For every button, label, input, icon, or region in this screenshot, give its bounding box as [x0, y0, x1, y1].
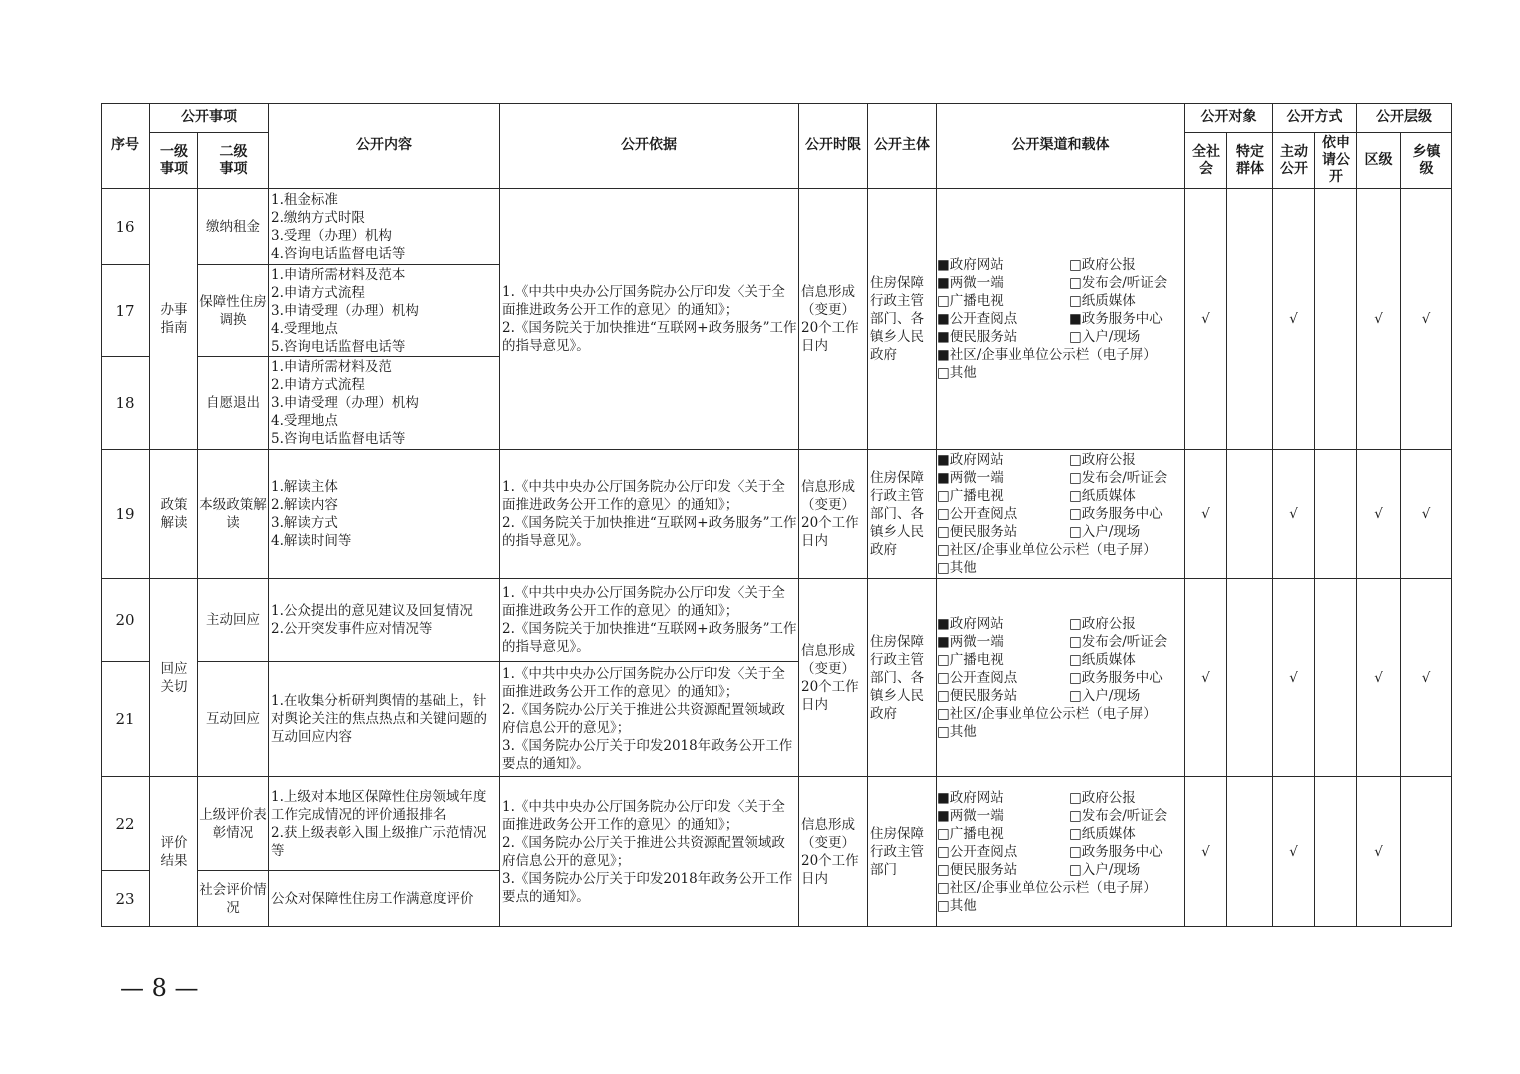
method-active-check: √: [1273, 450, 1315, 579]
level1-group: 评价 结果: [150, 777, 198, 927]
page-number: — 8 —: [120, 974, 199, 1002]
channel-option: ■两微一端: [937, 275, 1004, 291]
method-apply-cell: [1315, 189, 1357, 450]
level-district-check: √: [1357, 450, 1401, 579]
channel-option: □政府公报: [1069, 615, 1136, 632]
channel-option: □发布会/听证会: [1069, 633, 1168, 650]
subject-cell: 住房保障行政主管部门、各镇乡人民政府: [868, 189, 937, 450]
time-cell: 信息形成（变更）20个工作日内: [799, 189, 868, 450]
header-method-group: 公开方式: [1273, 103, 1357, 133]
channel-option: □其他: [937, 560, 977, 576]
level1-group: 政策 解读: [150, 450, 198, 579]
level-district-check: √: [1357, 777, 1401, 927]
time-cell: 信息形成（变更）20个工作日内: [799, 777, 868, 927]
channel-checklist: [937, 615, 1167, 741]
content-cell: 1.解读主体 2.解读内容 3.解读方式 4.解读时间等: [269, 450, 500, 579]
target-all-check: √: [1185, 777, 1227, 927]
header-level1: 一级 事项: [150, 133, 198, 189]
channel-option: □发布会/听证会: [1069, 470, 1168, 486]
basis-cell: 1.《中共中央办公厅国务院办公厅印发〈关于全面推进政务公开工作的意见〉的通知》； 2.《国务院关于加快推进“互联网+政务服务”工作的指导意见》。: [500, 579, 799, 662]
channel-option: □社区/企事业单位公示栏（电子屏）: [937, 542, 1157, 558]
level-town-cell: [1401, 777, 1452, 927]
subject-cell: 住房保障行政主管部门: [868, 777, 937, 927]
header-target-specific: 特定 群体: [1227, 133, 1273, 189]
channel-option: □政务服务中心: [1069, 843, 1163, 860]
target-all-check: √: [1185, 579, 1227, 777]
channel-option: □广播电视: [937, 488, 1004, 504]
channel-option: ■政府网站: [937, 452, 1004, 468]
channel-option: □公开查阅点: [937, 843, 1018, 860]
method-active-check: √: [1273, 189, 1315, 450]
header-items-group: 公开事项: [150, 103, 269, 133]
channel-option: □公开查阅点: [937, 669, 1018, 686]
row-number: 19: [101, 450, 150, 579]
channel-option: □政府公报: [1069, 257, 1136, 273]
header-target-all: 全社 会: [1185, 133, 1227, 189]
time-cell: 信息形成（变更）20个工作日内: [799, 450, 868, 579]
level-district-check: √: [1357, 579, 1401, 777]
row-number: 23: [101, 871, 150, 927]
content-cell: 1.申请所需材料及范本 2.申请方式流程 3.申请受理（办理）机构 4.受理地点 5.咨询电话监督电话等: [269, 265, 500, 357]
channel-option: □政府公报: [1069, 452, 1136, 468]
header-basis: 公开依据: [500, 103, 799, 189]
content-cell: 1.在收集分析研判舆情的基础上，针对舆论关注的焦点热点和关键问题的互动回应内容: [269, 662, 500, 777]
header-method-apply: 依申 请公 开: [1315, 133, 1357, 189]
row-number: 17: [101, 265, 150, 357]
content-cell: 1.申请所需材料及范 2.申请方式流程 3.申请受理（办理）机构 4.受理地点 5.咨询电话监督电话等: [269, 357, 500, 450]
channel-option: □便民服务站: [937, 524, 1018, 540]
content-cell: 1.租金标准 2.缴纳方式时限 3.受理（办理）机构 4.咨询电话监督电话等: [269, 189, 500, 265]
channel-option: ■公开查阅点: [937, 311, 1018, 327]
channel-option: ■便民服务站: [937, 329, 1018, 345]
channel-option: □纸质媒体: [1069, 825, 1136, 842]
channel-option: □入户/现场: [1069, 524, 1141, 540]
channel-option: □公开查阅点: [937, 506, 1018, 522]
channel-option: □入户/现场: [1069, 861, 1141, 878]
channel-option: □纸质媒体: [1069, 488, 1136, 504]
content-cell: 1.上级对本地区保障性住房领域年度工作完成情况的评价通报排名 2.获上级表彰入围上级推广示范情况等: [269, 777, 500, 871]
content-cell: 1.公众提出的意见建议及回复情况 2.公开突发事件应对情况等: [269, 579, 500, 662]
target-specific-cell: [1227, 450, 1273, 579]
channel-option: □政务服务中心: [1069, 669, 1163, 686]
header-target-group: 公开对象: [1185, 103, 1273, 133]
channel-option: □纸质媒体: [1069, 651, 1136, 668]
level2-item: 主动回应: [198, 579, 269, 662]
disclosure-table: [101, 103, 1452, 927]
channel-option: □其他: [937, 365, 977, 381]
method-apply-cell: [1315, 579, 1357, 777]
channel-option: □纸质媒体: [1069, 293, 1136, 309]
header-channel: 公开渠道和载体: [937, 103, 1185, 189]
channel-checklist: [937, 789, 1167, 915]
channel-cell: [937, 450, 1185, 579]
basis-cell: 1.《中共中央办公厅国务院办公厅印发〈关于全面推进政务公开工作的意见〉的通知》； 2.《国务院办公厅关于推进公共资源配置领域政府信息公开的意见》； 3.《国务院办公厅关于印发2018年政务公开工作要点的通知》。: [500, 662, 799, 777]
channel-cell: [937, 579, 1185, 777]
channel-option: ■社区/企事业单位公示栏（电子屏）: [937, 347, 1157, 363]
level-district-check: √: [1357, 189, 1401, 450]
level-town-check: √: [1401, 450, 1452, 579]
header-level-district: 区级: [1357, 133, 1401, 189]
channel-option: □社区/企事业单位公示栏（电子屏）: [937, 705, 1157, 722]
row-number: 18: [101, 357, 150, 450]
level2-item: 上级评价表彰情况: [198, 777, 269, 871]
header-seq: 序号: [101, 103, 150, 189]
method-apply-cell: [1315, 777, 1357, 927]
channel-option: ■两微一端: [937, 470, 1004, 486]
basis-cell: 1.《中共中央办公厅国务院办公厅印发〈关于全面推进政务公开工作的意见〉的通知》； 2.《国务院办公厅关于推进公共资源配置领域政府信息公开的意见》； 3.《国务院办公厅关于印发2018年政务公开工作要点的通知》。: [500, 777, 799, 927]
channel-option: □政府公报: [1069, 789, 1136, 806]
channel-option: □其他: [937, 897, 977, 914]
channel-option: □广播电视: [937, 293, 1004, 309]
level1-group: 办事 指南: [150, 189, 198, 450]
header-method-active: 主动 公开: [1273, 133, 1315, 189]
method-active-check: √: [1273, 777, 1315, 927]
level2-item: 自愿退出: [198, 357, 269, 450]
target-all-check: √: [1185, 189, 1227, 450]
header-level-group: 公开层级: [1357, 103, 1452, 133]
header-level2: 二级 事项: [198, 133, 269, 189]
level-town-check: √: [1401, 189, 1452, 450]
target-specific-cell: [1227, 189, 1273, 450]
time-cell: 信息形成（变更）20个工作日内: [799, 579, 868, 777]
content-cell: 公众对保障性住房工作满意度评价: [269, 871, 500, 927]
channel-checklist: [937, 451, 1167, 577]
method-active-check: √: [1273, 579, 1315, 777]
channel-option: □便民服务站: [937, 861, 1018, 878]
level2-item: 本级政策解读: [198, 450, 269, 579]
subject-cell: 住房保障行政主管部门、各镇乡人民政府: [868, 450, 937, 579]
header-level-town: 乡镇 级: [1401, 133, 1452, 189]
channel-option: ■两微一端: [937, 633, 1004, 650]
channel-option: ■两微一端: [937, 807, 1004, 824]
row-number: 21: [101, 662, 150, 777]
target-specific-cell: [1227, 579, 1273, 777]
level2-item: 互动回应: [198, 662, 269, 777]
channel-option: □发布会/听证会: [1069, 275, 1168, 291]
channel-option: □社区/企事业单位公示栏（电子屏）: [937, 879, 1157, 896]
channel-cell: [937, 777, 1185, 927]
row-number: 22: [101, 777, 150, 871]
basis-cell: 1.《中共中央办公厅国务院办公厅印发〈关于全面推进政务公开工作的意见〉的通知》； 2.《国务院关于加快推进“互联网+政务服务”工作的指导意见》。: [500, 189, 799, 450]
row-number: 16: [101, 189, 150, 265]
channel-cell: [937, 189, 1185, 450]
target-specific-cell: [1227, 777, 1273, 927]
level1-group: 回应 关切: [150, 579, 198, 777]
channel-option: □入户/现场: [1069, 687, 1141, 704]
row-number: 20: [101, 579, 150, 662]
target-all-check: √: [1185, 450, 1227, 579]
channel-option: ■政府网站: [937, 615, 1004, 632]
basis-cell: 1.《中共中央办公厅国务院办公厅印发〈关于全面推进政务公开工作的意见〉的通知》； 2.《国务院关于加快推进“互联网+政务服务”工作的指导意见》。: [500, 450, 799, 579]
channel-option: □入户/现场: [1069, 329, 1141, 345]
header-time: 公开时限: [799, 103, 868, 189]
level2-item: 社会评价情况: [198, 871, 269, 927]
channel-option: ■政府网站: [937, 257, 1004, 273]
channel-option: □其他: [937, 723, 977, 740]
level-town-check: √: [1401, 579, 1452, 777]
method-apply-cell: [1315, 450, 1357, 579]
channel-option: □政务服务中心: [1069, 506, 1163, 522]
channel-option: □广播电视: [937, 651, 1004, 668]
channel-option: □便民服务站: [937, 687, 1018, 704]
channel-checklist: [937, 256, 1167, 382]
level2-item: 缴纳租金: [198, 189, 269, 265]
channel-option: ■政府网站: [937, 789, 1004, 806]
channel-option: □发布会/听证会: [1069, 807, 1168, 824]
channel-option: ■政务服务中心: [1069, 311, 1163, 327]
subject-cell: 住房保障行政主管部门、各镇乡人民政府: [868, 579, 937, 777]
header-content: 公开内容: [269, 103, 500, 189]
header-subject: 公开主体: [868, 103, 937, 189]
channel-option: □广播电视: [937, 825, 1004, 842]
level2-item: 保障性住房调换: [198, 265, 269, 357]
